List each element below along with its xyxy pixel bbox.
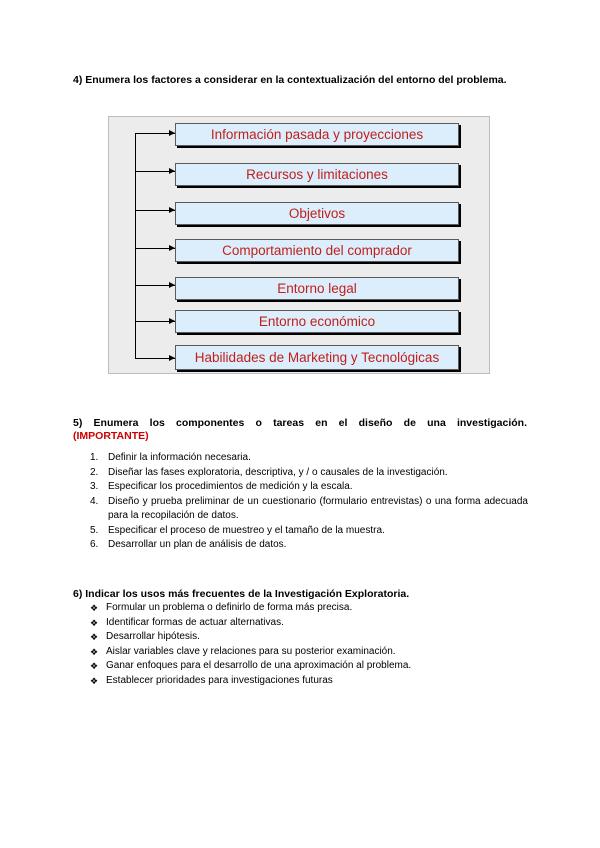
list-item: 1. Definir la información necesaria. [90,452,251,463]
list-item: ❖ Desarrollar hipótesis. [92,630,532,645]
list-item: ❖ Ganar enfoques para el desarrollo de una aproximación al problema. [92,659,532,674]
diamond-bullet-icon: ❖ [90,632,99,642]
question-4-title: 4) Enumera los factores a considerar en la contextualización del entorno del problema. [73,74,507,86]
list-item: 6. Desarrollar un plan de análisis de datos. [90,539,287,550]
factor-box: Información pasada y proyecciones [175,123,459,146]
factor-box: Recursos y limitaciones [175,163,459,186]
list-item: ❖ Formular un problema o definirlo de forma más precisa. [92,601,532,616]
list-item: ❖ Identificar formas de actuar alternativas. [92,616,532,631]
arrow-icon [135,285,175,286]
question-6-title: 6) Indicar los usos más frecuentes de la Investigación Exploratoria. [73,588,410,600]
diamond-bullet-icon: ❖ [90,661,99,671]
diamond-bullet-icon: ❖ [90,675,99,686]
arrow-icon [135,248,175,249]
list-item: 4. Diseño y prueba preliminar de un cuestionario (formulario entrevistas) o una forma adecuada para la recopilación de datos. [90,495,528,521]
important-label: (IMPORTANTE) [73,430,149,442]
factor-box: Entorno legal [175,277,459,300]
design-components-list [92,451,528,553]
list-item: ❖ Aislar variables clave y relaciones para su posterior examinación. [92,645,532,660]
diamond-bullet-icon: ❖ [90,646,99,657]
question-5-title: 5) Enumera los componentes o tareas en el diseño de una investigación. [73,417,527,429]
diagram-connector-line [135,133,136,359]
list-item: 2. Diseñar las fases exploratoria, descriptiva, y / o causales de la investigación. [90,466,448,478]
arrow-icon [135,133,175,134]
list-item: 5. Especificar el proceso de muestreo y el tamaño de la muestra. [90,524,385,536]
exploratory-uses-list [92,601,532,688]
list-item: ❖ Establecer prioridades para investigaciones futuras [92,674,532,689]
factor-box: Entorno económico [175,310,459,333]
diamond-bullet-icon: ❖ [90,617,99,628]
arrow-icon [135,358,175,359]
arrow-icon [135,171,175,172]
factors-diagram [108,116,490,374]
diamond-bullet-icon: ❖ [90,603,99,613]
list-item: 3. Especificar los procedimientos de medición y la escala. [90,481,353,492]
factor-box: Comportamiento del comprador [175,239,459,262]
arrow-icon [135,210,175,211]
factor-box: Objetivos [175,202,459,225]
arrow-icon [135,321,175,322]
factor-box: Habilidades de Marketing y Tecnológicas [175,345,459,370]
